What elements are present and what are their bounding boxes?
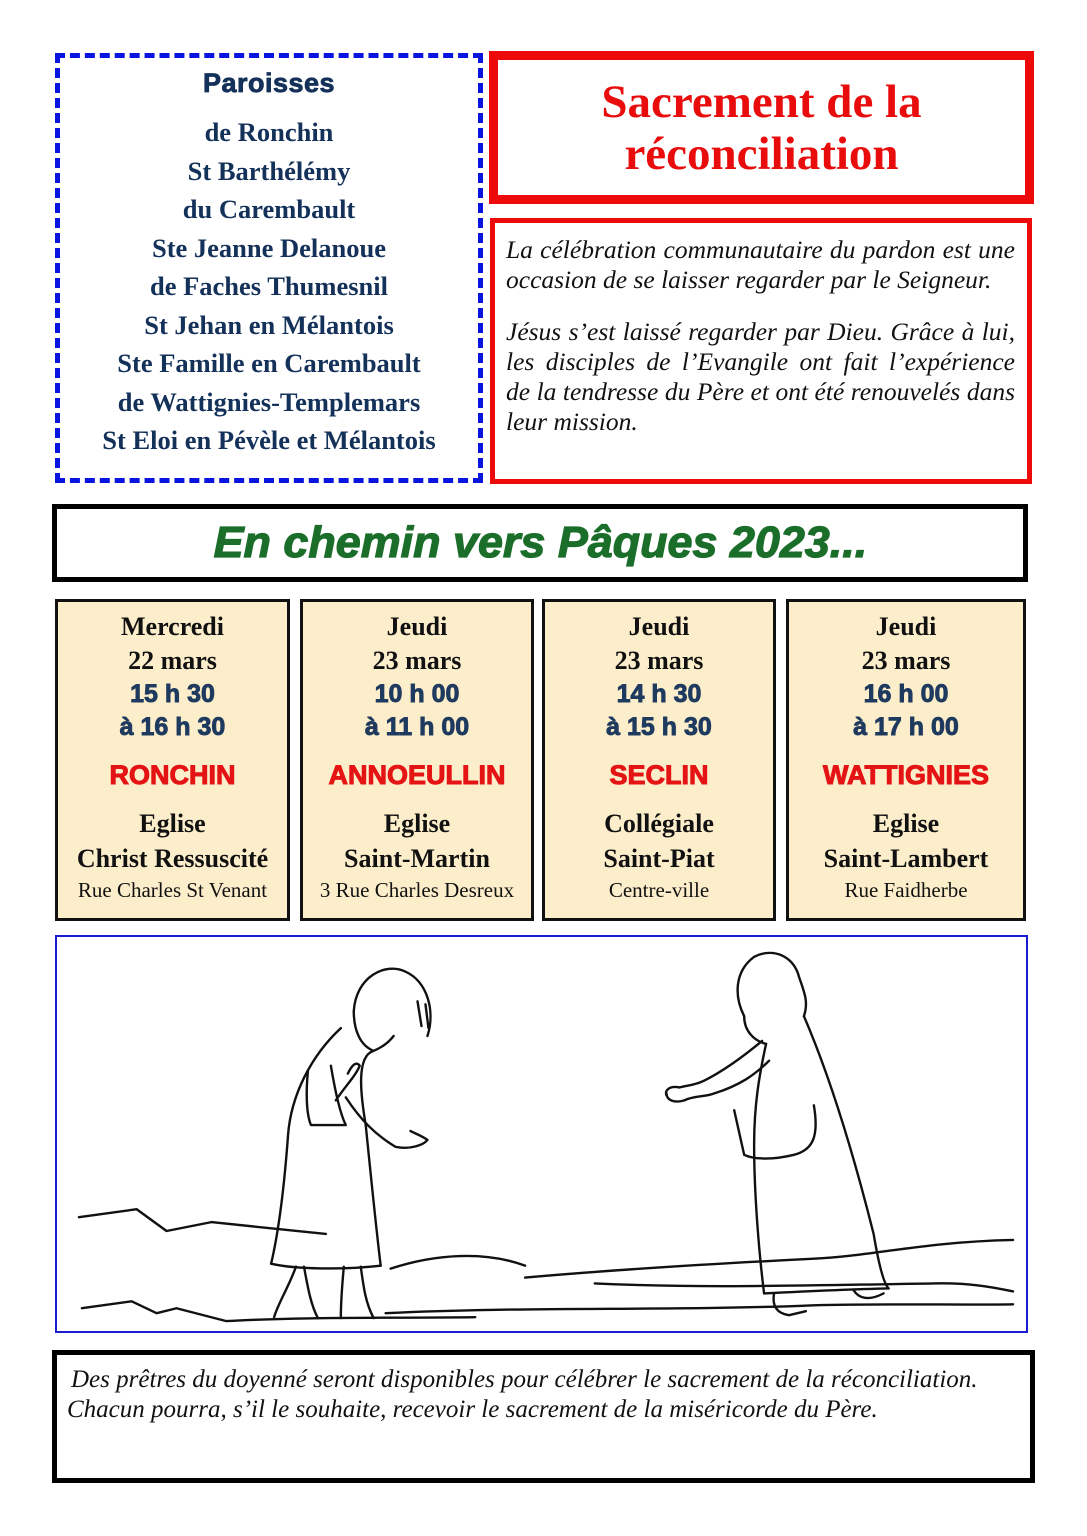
session-venue-type: Eglise: [139, 809, 206, 838]
parish-item: de Ronchin: [204, 117, 334, 147]
session-date: 23 mars: [614, 646, 704, 675]
session-venue-name: Saint-Lambert: [823, 844, 989, 873]
parish-item: St Barthélémy: [187, 155, 351, 186]
footer-line-1: Des prêtres du doyenné seront disponibles pour célébrer le sacrement de la réconciliation.: [71, 1366, 978, 1393]
footer-line-2: Chacun pourra, s’il le souhaite, recevoir le sacrement de la miséricorde du Père.: [67, 1396, 878, 1423]
session-card-wattignies: [786, 599, 1026, 921]
session-address: Rue Charles St Venant: [77, 878, 268, 902]
banner-text: En chemin vers Pâques 2023...: [213, 518, 867, 567]
parish-item: Ste Jeanne Delanoue: [151, 232, 387, 263]
session-city: WATTIGNIES: [823, 760, 989, 790]
session-venue-name: Saint-Piat: [603, 844, 715, 873]
session-date: 22 mars: [128, 646, 217, 675]
session-end-time: à 17 h 00: [853, 713, 959, 741]
parish-item: Ste Famille en Carembault: [117, 348, 421, 378]
session-venue-type: Eglise: [872, 809, 940, 838]
session-address: Rue Faidherbe: [844, 878, 968, 902]
session-start-time: 15 h 30: [130, 680, 215, 708]
footer-box: [52, 1350, 1035, 1483]
session-day: Jeudi: [875, 612, 937, 641]
banner: [52, 504, 1028, 582]
session-card-ronchin: [55, 599, 290, 921]
page-title-line-1: Sacrement de la: [601, 75, 922, 128]
session-city: ANNOEULLIN: [328, 760, 506, 790]
illustration-drawing: [57, 937, 1026, 1331]
session-start-time: 16 h 00: [863, 680, 949, 708]
session-venue-type: Eglise: [383, 809, 451, 838]
session-day: Mercredi: [121, 612, 224, 641]
session-address: 3 Rue Charles Desreux: [319, 878, 515, 902]
prodigal-son-illustration: [55, 935, 1028, 1333]
parish-item: St Jehan en Mélantois: [144, 309, 394, 340]
session-venue-type: Collégiale: [604, 809, 714, 838]
session-venue-name: Saint-Martin: [344, 844, 490, 873]
session-end-time: à 16 h 30: [119, 713, 226, 741]
intro-paragraph-2: Jésus s’est laissé regarder par Dieu. Grâce à lui, les disciples de l’Evangile ont fait l’expérience de la tendresse du Père et ont été renouvelés dans leur mission.: [506, 317, 1015, 436]
session-date: 23 mars: [372, 646, 462, 675]
parishes-title: Paroisses: [202, 68, 336, 98]
session-city: SECLIN: [609, 760, 709, 790]
page-title-line-2: réconciliation: [624, 127, 899, 180]
intro-box: [490, 218, 1032, 484]
parish-item: St Eloi en Pévèle et Mélantois: [102, 425, 436, 455]
parish-item: de Wattignies-Templemars: [117, 386, 421, 417]
page-title-box: [489, 51, 1034, 204]
intro-paragraph-1: La célébration communautaire du pardon est une occasion de se laisser regarder par le Seigneur.: [506, 235, 1015, 294]
session-card-annoeullin: [300, 599, 534, 921]
session-end-time: à 11 h 00: [364, 713, 470, 741]
session-venue-name: Christ Ressuscité: [76, 844, 269, 873]
session-start-time: 14 h 30: [616, 680, 702, 708]
parish-item: du Carembault: [182, 194, 356, 224]
session-day: Jeudi: [628, 612, 690, 641]
session-date: 23 mars: [861, 646, 951, 675]
parishes-list: [60, 113, 478, 460]
session-address: Centre-ville: [608, 878, 710, 902]
session-city: RONCHIN: [109, 760, 236, 790]
session-start-time: 10 h 00: [374, 680, 460, 708]
parishes-box: [55, 53, 483, 483]
session-card-seclin: [542, 599, 776, 921]
parish-item: de Faches Thumesnil: [149, 271, 389, 301]
session-end-time: à 15 h 30: [606, 713, 712, 741]
session-day: Jeudi: [386, 612, 448, 641]
